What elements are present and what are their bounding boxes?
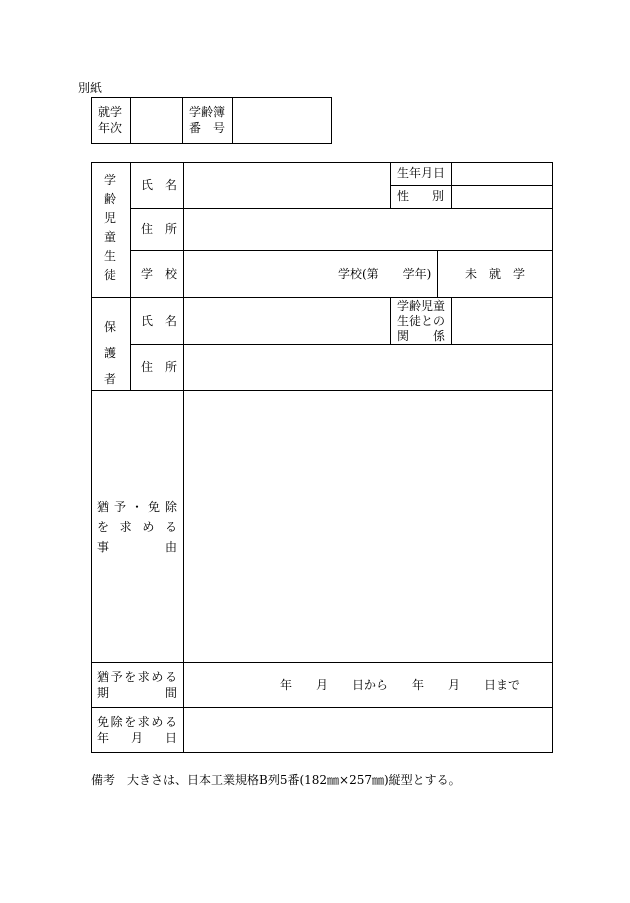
child-sex-label: 性 別 [397, 189, 444, 203]
grade-label-line1: 就学 [98, 105, 123, 119]
relation-label-line2: 生徒との [397, 314, 446, 328]
registry-label-line1: 学齢簿 [189, 105, 226, 119]
guardian-address-field[interactable] [184, 345, 552, 390]
child-name-field[interactable] [184, 163, 390, 208]
exemption-date-field[interactable] [184, 708, 552, 752]
relation-label-line1: 学齢児童 [397, 299, 446, 313]
grace-period-label-line2: 期 間 [97, 686, 177, 700]
guardian-section-label: 保 護 者 [103, 320, 116, 386]
child-school-value: 学校(第 学年) [338, 267, 432, 281]
attachment-label: 別紙 [78, 81, 103, 95]
note-text: 備考 大きさは、日本工業規格B列5番(182㎜×257㎜)縦型とする。 [91, 773, 461, 787]
guardian-name-label: 氏 名 [141, 314, 178, 328]
relation-label-line3: 関 係 [397, 329, 446, 343]
child-sex-field[interactable] [452, 186, 552, 208]
grade-value-cell[interactable] [131, 98, 182, 143]
reason-label-line3: 事 由 [97, 540, 177, 554]
child-section-label: 学 齢 児 童 生 徒 [103, 173, 116, 282]
reason-label-line2: を 求 め る [97, 520, 177, 534]
registry-number-cell[interactable] [233, 98, 331, 143]
exemption-date-label-line2: 年 月 日 [97, 731, 177, 745]
child-dob-label: 生年月日 [397, 166, 446, 180]
reason-field[interactable] [184, 391, 552, 662]
reason-label-line1: 猶 予 ・ 免 除 [97, 500, 177, 514]
registry-label-line2: 番 号 [189, 121, 226, 135]
child-name-label: 氏 名 [141, 178, 178, 192]
guardian-name-field[interactable] [184, 298, 390, 344]
not-enrolled-option[interactable]: 未 就 学 [465, 267, 526, 281]
child-dob-field[interactable] [452, 163, 552, 185]
child-school-label: 学 校 [141, 267, 178, 281]
grade-label-line2: 年次 [98, 121, 123, 135]
relation-field[interactable] [452, 298, 552, 344]
grace-period-label-line1: 猶 予 を 求 め る [97, 670, 177, 684]
child-address-field[interactable] [184, 209, 552, 250]
exemption-date-label-line1: 免 除 を 求 め る [97, 715, 177, 729]
grace-period-value[interactable]: 年 月 日から 年 月 日まで [280, 678, 521, 692]
child-address-label: 住 所 [141, 222, 178, 236]
guardian-address-label: 住 所 [141, 360, 178, 374]
